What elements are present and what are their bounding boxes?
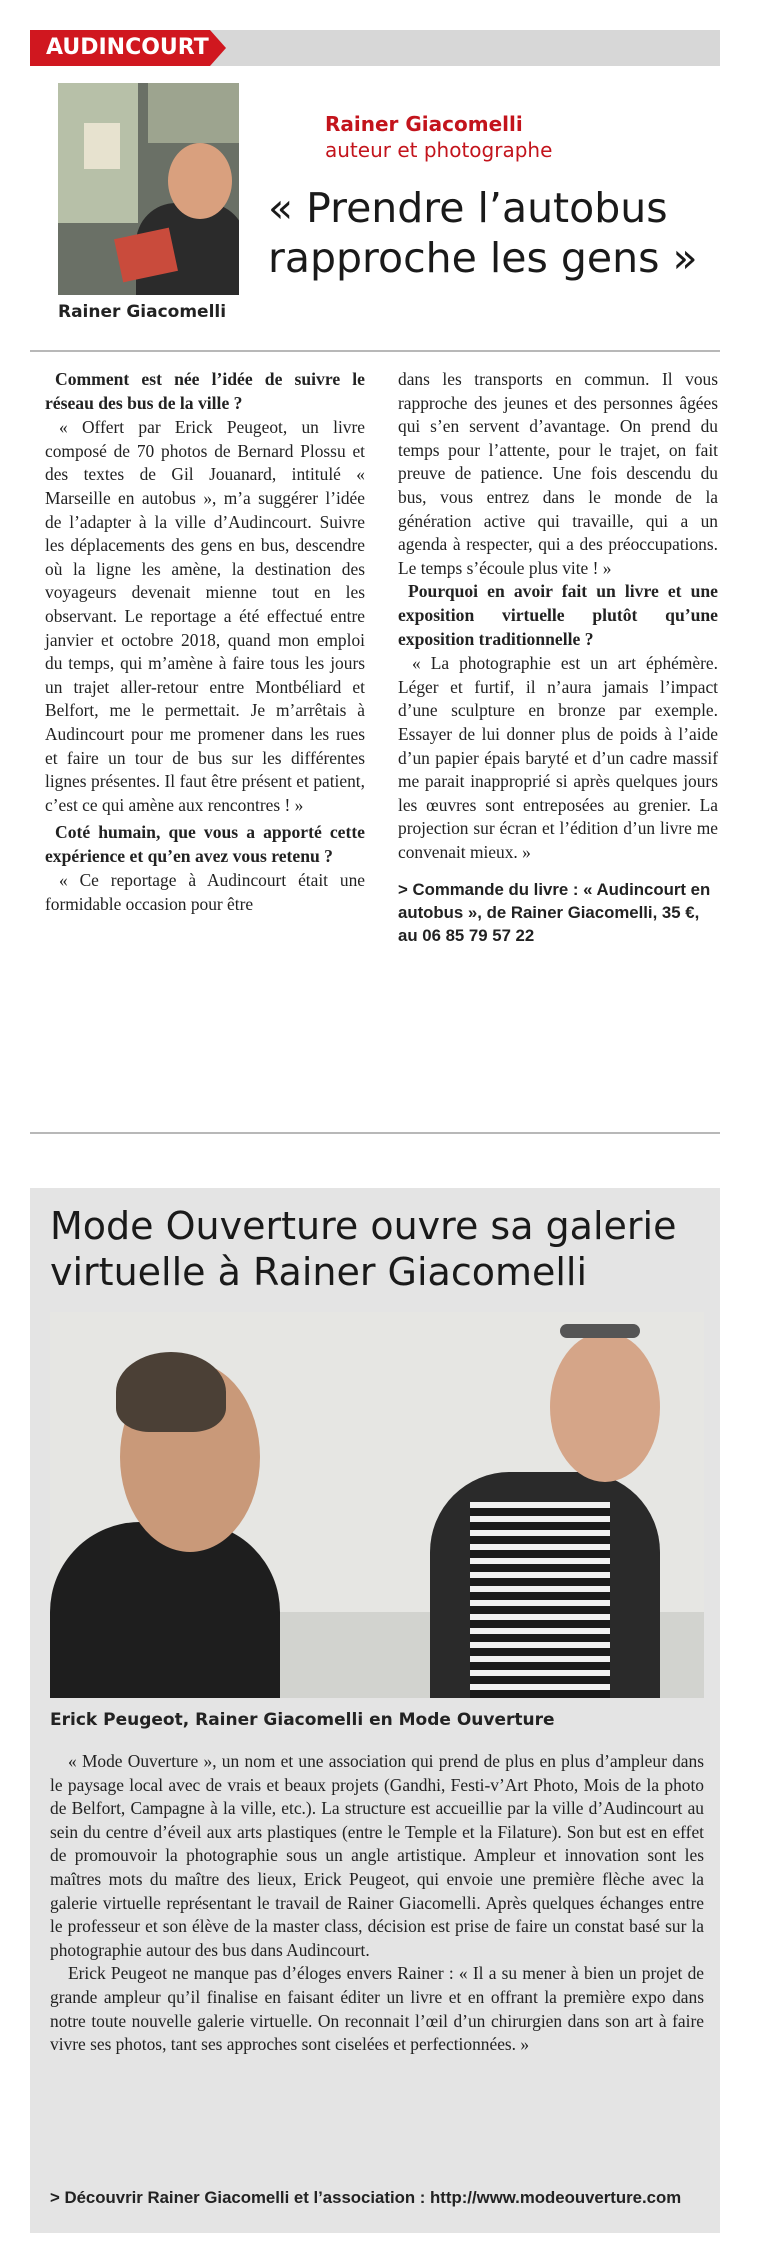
article1-column-left xyxy=(45,368,365,921)
article2-photo-caption: Erick Peugeot, Rainer Giacomelli en Mode Ouverture xyxy=(50,1710,555,1730)
article2-photo xyxy=(50,1312,704,1698)
website-link[interactable]: > Découvrir Rainer Giacomelli et l’association : http://www.modeouverture.com xyxy=(50,2188,682,2207)
article1-column-right xyxy=(398,368,718,947)
interview-answer: « La photographie est un art éphémère. Léger et furtif, il n’aura jamais l’impact d’une sculpture en bronze par exemple. Essayer de lui donner plus de poids à l’aide d’un papier épais baryté et d’un cadre massif me parait inapproprié si après quelques jours les œuvres sont entreposées au grenier. La projection sur écran et l’édition d’un livre me convenait mieux. » xyxy=(398,653,718,862)
interview-question: Pourquoi en avoir fait un livre et une exposition virtuelle plutôt qu’une exposition traditionnelle ? xyxy=(398,581,718,649)
interview-question: Coté humain, que vous a apporté cette expérience et qu’en avez vous retenu ? xyxy=(45,822,365,866)
body-paragraph: Erick Peugeot ne manque pas d’éloges envers Rainer : « Il a su mener à bien un projet de grande ampleur qu’il finalise en faisant éditer un livre et en offrant la première expo dans notre toute nouvelle galerie virtuelle. On reconnait l’œil d’un chirurgien dans son art à faire vivre ses photos, tant ses approches sont ciselées et perfectionnées. » xyxy=(50,1963,704,2055)
interview-answer: « Ce reportage à Audincourt était une formidable occasion pour être xyxy=(45,870,365,915)
divider xyxy=(30,350,720,352)
body-paragraph: « Mode Ouverture », un nom et une association qui prend de plus en plus d’ampleur dans le paysage local avec de vrais et beaux projets (Gandhi, Festi-v’Art Photo, Mois de la photo de Belfort, Campagne à la ville, etc.). La structure est accueillie par la ville d’Audincourt au sein du centre d’éveil aux arts plastiques (entre le Temple et la Filature). Son but est en effet de promouvoir la photographie sous un angle artistique. Ampleur et innovation sont les maîtres mots du maître des lieux, Erick Peugeot, qui envoie une première flèche avec la galerie virtuelle représentant le travail de Rainer Giacomelli. Après quelques échanges entre le professeur et son élève de la master class, décision est prise de faire un constat basé sur la photographie autour des bus dans Audincourt. xyxy=(50,1751,704,1960)
article2-body xyxy=(50,1750,704,2057)
portrait-caption: Rainer Giacomelli xyxy=(58,302,227,322)
divider xyxy=(30,1132,720,1134)
article2-headline: Mode Ouverture ouvre sa galerie virtuelle à Rainer Giacomelli xyxy=(50,1204,677,1294)
interview-answer: dans les transports en commun. Il vous rapproche des jeunes et des personnes âgées qui s’en servent d’avantage. On prend du temps pour l’attente, pour le trajet, on fait preuve de patience. Une fois descendu du bus, vous entrez dans le monde de la génération active qui travaille, qui a un agenda à respecter, qui a des préoccupations. Le temps s’écoule plus vite ! » xyxy=(398,369,718,578)
author-name: Rainer Giacomelli xyxy=(325,112,523,136)
author-portrait-photo xyxy=(58,83,239,295)
interview-answer: « Offert par Erick Peugeot, un livre composé de 70 photos de Bernard Plossu et des textes de Gil Jouanard, intitulé « Marseille en autobus », m’a suggérer l’idée de l’adapter à la ville d’Audincourt. Suivre les déplacements des gens en bus, descendre où la ligne les amène, la destination des voyageurs devenait mienne tout en les observant. Le reportage a été effectué entre janvier et octobre 2018, quand mon emploi du temps, qui m’amène à faire tous les jours un trajet aller-retour entre Montbéliard et Belfort, me le permettait. Je m’arrêtais à Audincourt pour me promener dans les rues et faire un tour de bus sur les différentes lignes présentes. Il faut être présent et patient, c’est ce qui amène aux rencontres ! » xyxy=(45,417,365,815)
section-tag: AUDINCOURT xyxy=(30,30,210,66)
interview-question: Comment est née l’idée de suivre le réseau des bus de la ville ? xyxy=(45,369,365,413)
author-role: auteur et photographe xyxy=(325,138,553,162)
order-info: > Commande du livre : « Audincourt en autobus », de Rainer Giacomelli, 35 €, au 06 85 79 57 22 xyxy=(398,880,711,946)
article1-headline: « Prendre l’autobus rapproche les gens » xyxy=(268,184,698,282)
